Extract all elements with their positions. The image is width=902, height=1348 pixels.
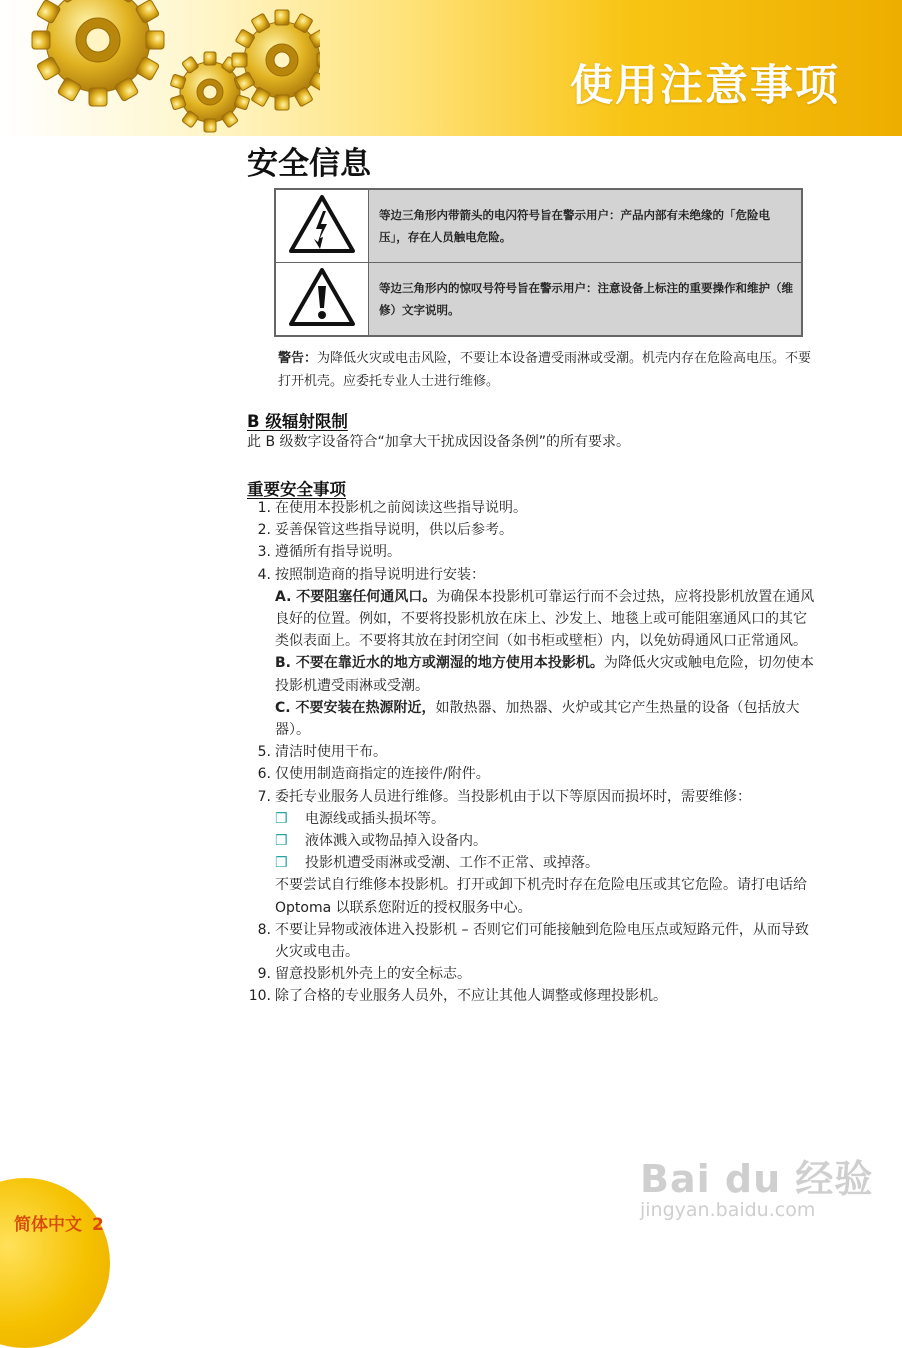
- class-b-heading: B 级辐射限制: [247, 412, 348, 431]
- watermark-url: jingyan.baidu.com: [640, 1199, 816, 1221]
- footer-decoration: [0, 1178, 110, 1348]
- gears-decoration-icon: [0, 0, 320, 136]
- lightning-symbol-description: 等边三角形内带箭头的电闪符号旨在警示用户：产品内部有未绝缘的「危险电压」，存在人员触电危险。: [369, 189, 803, 263]
- table-row: [275, 263, 802, 337]
- checkbox-bullet-icon: ❒: [275, 833, 288, 850]
- baidu-watermark: [640, 1148, 873, 1221]
- bullet-item: ❒ 投影机遭受雨淋或受潮、工作不正常、或掉落。: [240, 852, 820, 874]
- sub-item: B. 不要在靠近水的地方或潮湿的地方使用本投影机。为降低火灾或触电危险，切勿使本投影机遭受雨淋或受潮。: [275, 655, 814, 694]
- list-item: 6. 仅使用制造商指定的连接件/附件。: [257, 766, 490, 783]
- sub-item: C. 不要安装在热源附近，如散热器、加热器、火炉或其它产生热量的设备（包括放大器）。: [275, 699, 800, 739]
- list-item: 4. 按照制造商的指导说明进行安装：: [257, 566, 485, 583]
- page-footer: [14, 1210, 104, 1235]
- warning-label: 警告：: [278, 351, 318, 366]
- sub-item: A. 不要阻塞任何通风口。为确保本投影机可靠运行而不会过热，应将投影机放置在通风良好的位置。例如，不要将投影机放在床上、沙发上、地毯上或可能阻塞通风口的其它类似表面上。不要将其放在封闭空间（如书柜或壁柜）内，以免妨碍通风口正常通风。: [275, 588, 815, 650]
- safety-instructions-list: [240, 497, 820, 1008]
- warning-text: 为降低火灾或电击风险，不要让本设备遭受雨淋或受潮。机壳内存在危险高电压。不要打开机壳。应委托专业人士进行维修。: [278, 351, 812, 389]
- chapter-title: 使用注意事项: [570, 61, 840, 111]
- bullet-item: ❒ 电源线或插头损坏等。: [240, 808, 820, 830]
- list-item: 9. 留意投影机外壳上的安全标志。: [257, 966, 471, 983]
- exclamation-symbol-description: 等边三角形内的惊叹号符号旨在警示用户：注意设备上标注的重要操作和维护（维修）文字说明。: [369, 263, 803, 337]
- watermark-brand: Bai du 经验: [640, 1157, 874, 1201]
- list-item: 10. 除了合格的专业服务人员外，不应让其他人调整或修理投影机。: [248, 988, 667, 1005]
- list-item: 1. 在使用本投影机之前阅读这些指导说明。: [257, 500, 527, 516]
- checkbox-bullet-icon: ❒: [275, 855, 288, 872]
- bullet-item: ❒ 液体溅入或物品掉入设备内。: [240, 830, 820, 852]
- warning-note: [278, 347, 823, 393]
- table-row: [275, 189, 802, 263]
- list-item: 8. 不要让异物或液体进入投影机 – 否则它们可能接触到危险电压点或短路元件，从而导致火灾或电击。: [257, 921, 809, 961]
- footer-language: 简体中文: [14, 1215, 82, 1235]
- service-note: 不要尝试自行维修本投影机。打开或卸下机壳时存在危险电压或其它危险。请打电话给 Optoma 以联系您附近的授权服务中心。: [275, 877, 807, 916]
- page-number: 2: [92, 1215, 104, 1235]
- list-item: 5. 清洁时使用干布。: [257, 744, 387, 761]
- important-safety-heading: 重要安全事项: [247, 480, 346, 499]
- list-item: 3. 遵循所有指导说明。: [257, 544, 401, 561]
- checkbox-bullet-icon: ❒: [275, 810, 288, 827]
- class-b-text: 此 B 级数字设备符合“加拿大干扰成因设备条例”的所有要求。: [247, 434, 631, 450]
- page-header: [0, 0, 902, 136]
- list-item: 7. 委托专业服务人员进行维修。当投影机由于以下等原因而损坏时，需要维修：: [257, 788, 751, 805]
- list-item: 2. 妥善保管这些指导说明，供以后参考。: [257, 522, 513, 539]
- exclamation-triangle-icon: [287, 266, 357, 328]
- section-title: 安全信息: [247, 146, 371, 182]
- safety-symbol-table: [274, 188, 803, 337]
- lightning-triangle-icon: [287, 193, 357, 255]
